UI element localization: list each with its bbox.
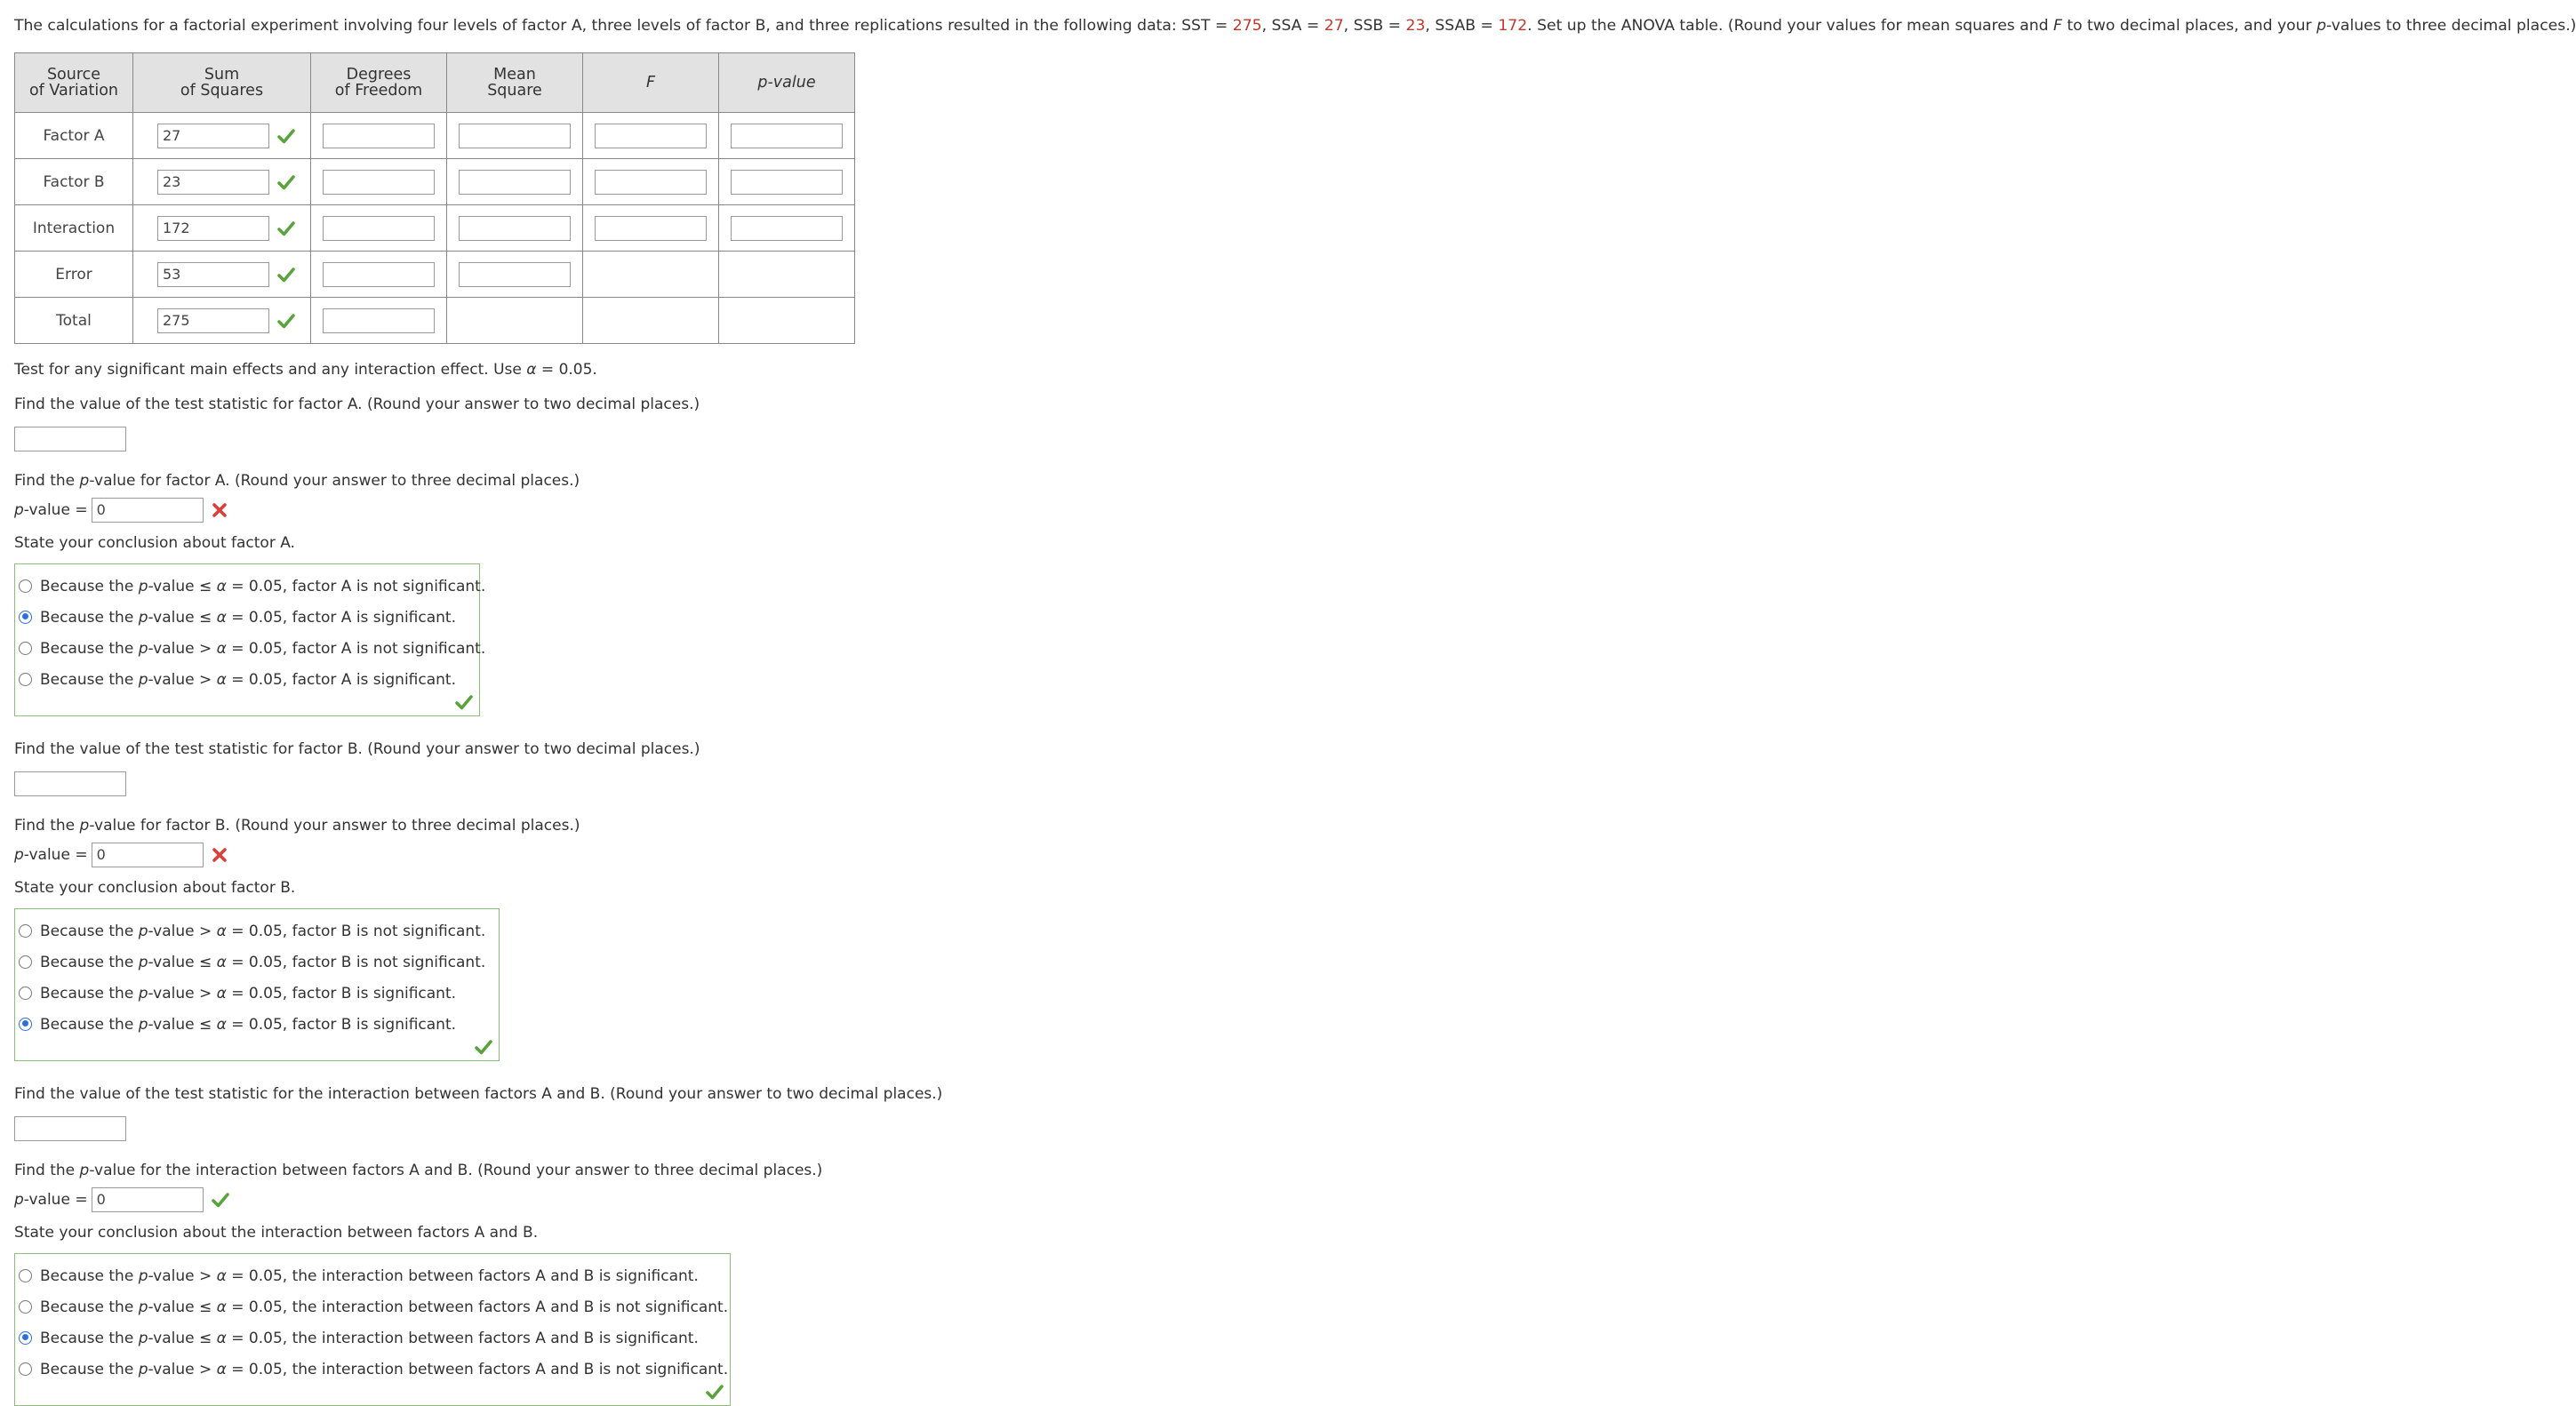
option-text: -value > — [148, 640, 217, 658]
option-text: α — [216, 1361, 227, 1378]
ss-input-factor-a[interactable]: 27 — [157, 124, 269, 148]
df-input-total[interactable] — [323, 308, 435, 333]
header-text: Square — [487, 82, 542, 100]
check-icon — [276, 265, 296, 284]
factor-b-options — [14, 908, 500, 1061]
radio-button[interactable] — [19, 1362, 32, 1376]
header-text: Degrees — [346, 66, 412, 84]
check-icon — [276, 311, 296, 331]
question-text: -value for the interaction between factors A and B. (Round your answer to three decimal places.) — [89, 1162, 823, 1179]
option-text: Because the — [40, 954, 139, 971]
factor-b-stat-question: Find the value of the test statistic for factor B. (Round your answer to two decimal places.) — [14, 740, 700, 758]
df-cell — [311, 113, 447, 159]
option-text: -value > — [148, 1361, 217, 1378]
factor-b-option-1[interactable] — [19, 916, 490, 947]
header-text: of Variation — [28, 82, 119, 100]
option-text: p — [138, 1267, 148, 1285]
radio-button[interactable] — [19, 1300, 32, 1314]
option-text: = 0.05, factor A is not significant. — [226, 578, 486, 595]
x-mark-icon — [211, 846, 228, 864]
option-text: Because the — [40, 1330, 139, 1347]
question-text: p — [79, 1162, 90, 1179]
interaction-stat-input[interactable] — [14, 1116, 126, 1141]
factor-a-p-input[interactable]: 0 — [92, 498, 204, 523]
header-sum-of-squares — [133, 53, 311, 113]
factor-a-option-2[interactable] — [19, 603, 470, 634]
alpha-symbol: α — [526, 361, 537, 379]
row-source-label: Interaction — [15, 205, 133, 252]
check-icon — [276, 126, 296, 146]
factor-b-conclusion-question: State your conclusion about factor B. — [14, 879, 296, 897]
instruction-text: Test for any significant main effects and any interaction effect. Use — [14, 361, 527, 379]
df-input-factor-a[interactable] — [323, 124, 435, 148]
ss-cell — [133, 205, 311, 252]
option-text: p — [138, 671, 148, 689]
header-mean-square — [447, 53, 583, 113]
header-text: p-value — [757, 74, 816, 92]
option-text: α — [216, 671, 227, 689]
p-label: -value = — [23, 846, 88, 864]
ms-input-error[interactable] — [459, 262, 571, 287]
p-input-factor-a[interactable] — [731, 124, 843, 148]
ms-cell — [447, 205, 583, 252]
option-text: Because the — [40, 1267, 139, 1285]
prompt-text: The calculations for a factorial experiment involving four levels of factor A, three levels of factor B, and three replications resulted in the following data: SST = — [14, 17, 1233, 35]
option-text: -value > — [148, 923, 217, 940]
radio-button-selected[interactable] — [19, 611, 32, 624]
f-cell-empty — [583, 252, 719, 298]
p-cell-empty — [719, 298, 855, 344]
option-text: -value > — [148, 1267, 217, 1285]
p-cell — [719, 113, 855, 159]
f-cell — [583, 113, 719, 159]
prompt-text: . Set up the ANOVA table. (Round your values for mean squares and — [1527, 17, 2053, 35]
ms-input-factor-b[interactable] — [459, 170, 571, 195]
option-text: = 0.05, factor A is significant. — [226, 609, 456, 627]
option-text: Because the — [40, 1298, 139, 1316]
f-cell-empty — [583, 298, 719, 344]
check-icon — [276, 172, 296, 192]
factor-b-option-4[interactable] — [19, 1010, 490, 1041]
option-text: = 0.05, the interaction between factors A and B is significant. — [226, 1330, 699, 1347]
option-text: -value ≤ — [148, 1298, 217, 1316]
p-input-interaction[interactable] — [731, 216, 843, 241]
question-text: Find the — [14, 472, 80, 490]
header-text: Mean — [493, 66, 536, 84]
option-text: α — [216, 1330, 227, 1347]
radio-button[interactable] — [19, 987, 32, 1000]
radio-button-selected[interactable] — [19, 1018, 32, 1031]
factor-a-p-question — [14, 471, 2468, 491]
interaction-p-question — [14, 1161, 2468, 1180]
prompt-text: , SSB = — [1343, 17, 1406, 35]
option-text: p — [138, 640, 148, 658]
factor-b-option-2[interactable] — [19, 947, 490, 979]
header-p-value — [719, 53, 855, 113]
header-text: of Freedom — [334, 82, 423, 100]
radio-button[interactable] — [19, 924, 32, 938]
option-text: α — [216, 923, 227, 940]
interaction-conclusion-question: State your conclusion about the interaction between factors A and B. — [14, 1224, 539, 1242]
question-text: p — [79, 472, 90, 490]
question-text: -value for factor A. (Round your answer to three decimal places.) — [89, 472, 580, 490]
factor-a-stat-question: Find the value of the test statistic for factor A. (Round your answer to two decimal places.) — [14, 395, 700, 413]
interaction-p-row — [14, 1187, 2468, 1212]
check-icon — [454, 692, 474, 712]
check-icon — [474, 1037, 493, 1057]
f-input-factor-b[interactable] — [595, 170, 707, 195]
question-text: Find the — [14, 817, 80, 835]
option-text: α — [216, 1267, 227, 1285]
row-source-label: Error — [15, 252, 133, 298]
f-cell — [583, 205, 719, 252]
prompt-text: to two decimal places, and your — [2061, 17, 2317, 35]
factor-a-option-3[interactable] — [19, 634, 486, 665]
anova-row-interaction — [15, 205, 855, 252]
factor-b-p-input[interactable]: 0 — [92, 843, 204, 867]
option-text: p — [138, 1016, 148, 1034]
df-cell — [311, 298, 447, 344]
option-text: Because the — [40, 671, 139, 689]
anova-row-factor-b — [15, 159, 855, 205]
option-text: p — [138, 578, 148, 595]
option-text: = 0.05, the interaction between factors A and B is significant. — [226, 1267, 699, 1285]
option-text: Because the — [40, 985, 139, 1003]
option-text: = 0.05, factor B is not significant. — [226, 954, 486, 971]
factor-b-p-row — [14, 843, 2468, 867]
factor-b-p-question — [14, 816, 2468, 835]
question-text: Find the — [14, 1162, 80, 1179]
anova-row-error — [15, 252, 855, 298]
factor-a-options — [14, 563, 486, 716]
option-text: = 0.05, factor A is significant. — [226, 671, 456, 689]
ssb-value: 23 — [1405, 17, 1426, 35]
interaction-option-2[interactable] — [19, 1292, 729, 1323]
factor-a-option-4[interactable] — [19, 665, 470, 696]
ms-cell — [447, 159, 583, 205]
row-source-label: Factor A — [15, 113, 133, 159]
ss-cell — [133, 159, 311, 205]
option-text: = 0.05, factor A is not significant. — [226, 640, 486, 658]
option-text: = 0.05, the interaction between factors A and B is not significant. — [226, 1298, 729, 1316]
check-icon — [705, 1382, 724, 1402]
p-label: -value = — [23, 501, 88, 519]
factor-a-conclusion-question: State your conclusion about factor A. — [14, 534, 295, 552]
option-text: -value > — [148, 985, 217, 1003]
option-text: p — [138, 985, 148, 1003]
interaction-stat-question: Find the value of the test statistic for the interaction between factors A and B. (Round your answer to two decimal places.) — [14, 1085, 943, 1103]
problem-statement — [14, 16, 2576, 36]
header-text: F — [645, 74, 656, 92]
df-cell — [311, 205, 447, 252]
p-label: p — [14, 1191, 24, 1209]
question-text: p — [79, 817, 90, 835]
ms-input-interaction[interactable] — [459, 216, 571, 241]
radio-button[interactable] — [19, 1269, 32, 1282]
option-text: α — [216, 1016, 227, 1034]
header-degrees-of-freedom — [311, 53, 447, 113]
option-text: -value ≤ — [148, 954, 217, 971]
p-cell — [719, 205, 855, 252]
interaction-option-1[interactable] — [19, 1261, 721, 1292]
option-text: α — [216, 578, 227, 595]
ss-input-error[interactable]: 53 — [157, 262, 269, 287]
option-text: -value ≤ — [148, 1330, 217, 1347]
p-label: -value = — [23, 1191, 88, 1209]
header-text: of Squares — [180, 82, 264, 100]
prompt-text: , SSAB = — [1425, 17, 1499, 35]
p-label: p — [14, 846, 24, 864]
option-text: α — [216, 640, 227, 658]
check-icon — [276, 219, 296, 238]
prompt-text: p — [2316, 17, 2327, 35]
row-source-label: Factor B — [15, 159, 133, 205]
ssab-value: 172 — [1498, 17, 1528, 35]
option-text: p — [138, 609, 148, 627]
radio-button[interactable] — [19, 673, 32, 686]
option-text: p — [138, 954, 148, 971]
sst-value: 275 — [1232, 17, 1262, 35]
p-label: p — [14, 501, 24, 519]
df-cell — [311, 159, 447, 205]
option-text: Because the — [40, 1361, 139, 1378]
anova-table — [14, 52, 855, 344]
p-cell-empty — [719, 252, 855, 298]
option-text: Because the — [40, 923, 139, 940]
factor-a-option-1[interactable] — [19, 571, 486, 603]
df-input-interaction[interactable] — [323, 216, 435, 241]
prompt-text: F — [2052, 17, 2062, 35]
question-text: -value for factor B. (Round your answer to three decimal places.) — [89, 817, 580, 835]
df-cell — [311, 252, 447, 298]
option-text: = 0.05, factor B is not significant. — [226, 923, 486, 940]
p-input-factor-b[interactable] — [731, 170, 843, 195]
row-source-label: Total — [15, 298, 133, 344]
df-input-factor-b[interactable] — [323, 170, 435, 195]
anova-row-total — [15, 298, 855, 344]
option-text: α — [216, 985, 227, 1003]
f-input-interaction[interactable] — [595, 216, 707, 241]
header-f — [583, 53, 719, 113]
option-text: p — [138, 1298, 148, 1316]
p-cell — [719, 159, 855, 205]
option-text: Because the — [40, 640, 139, 658]
ms-cell — [447, 113, 583, 159]
header-text: Sum — [204, 66, 240, 84]
option-text: α — [216, 1298, 227, 1316]
header-source — [15, 53, 133, 113]
option-text: = 0.05, factor B is significant. — [226, 985, 457, 1003]
option-text: -value ≤ — [148, 1016, 217, 1034]
factor-b-option-3[interactable] — [19, 979, 490, 1010]
radio-button[interactable] — [19, 955, 32, 969]
radio-button[interactable] — [19, 579, 32, 593]
option-text: Because the — [40, 1016, 139, 1034]
option-text: -value > — [148, 671, 217, 689]
question-panel — [14, 0, 2576, 1406]
ms-cell-empty — [447, 298, 583, 344]
df-input-error[interactable] — [323, 262, 435, 287]
ms-input-factor-a[interactable] — [459, 124, 571, 148]
option-text: p — [138, 1361, 148, 1378]
ms-cell — [447, 252, 583, 298]
option-text: α — [216, 609, 227, 627]
anova-row-factor-a — [15, 113, 855, 159]
interaction-p-input[interactable]: 0 — [92, 1187, 204, 1212]
interaction-option-4[interactable] — [19, 1354, 729, 1386]
factor-b-stat-input[interactable] — [14, 771, 126, 796]
ss-cell — [133, 113, 311, 159]
interaction-option-3[interactable] — [19, 1323, 721, 1354]
radio-button-selected[interactable] — [19, 1331, 32, 1345]
test-instruction — [14, 360, 2468, 379]
ss-cell — [133, 298, 311, 344]
ss-input-interaction[interactable]: 172 — [157, 216, 269, 241]
option-text: = 0.05, the interaction between factors A and B is not significant. — [226, 1361, 729, 1378]
interaction-options — [14, 1253, 731, 1406]
option-text: Because the — [40, 609, 139, 627]
factor-a-stat-input[interactable] — [14, 427, 126, 451]
option-text: -value ≤ — [148, 578, 217, 595]
ss-input-total[interactable]: 275 — [157, 308, 269, 333]
option-text: p — [138, 1330, 148, 1347]
check-icon — [211, 1190, 230, 1210]
radio-button[interactable] — [19, 642, 32, 655]
f-input-factor-a[interactable] — [595, 124, 707, 148]
option-text: = 0.05, factor B is significant. — [226, 1016, 457, 1034]
x-mark-icon — [211, 501, 228, 519]
ss-input-factor-b[interactable]: 23 — [157, 170, 269, 195]
factor-a-p-row — [14, 498, 2468, 523]
prompt-text: , SSA = — [1261, 17, 1324, 35]
f-cell — [583, 159, 719, 205]
option-text: Because the — [40, 578, 139, 595]
option-text: α — [216, 954, 227, 971]
ss-cell — [133, 252, 311, 298]
instruction-text: = 0.05. — [536, 361, 597, 379]
ssa-value: 27 — [1324, 17, 1344, 35]
header-text: Source — [46, 66, 101, 84]
option-text: p — [138, 923, 148, 940]
prompt-text: -values to three decimal places.) — [2326, 17, 2576, 35]
option-text: -value ≤ — [148, 609, 217, 627]
anova-header-row — [15, 53, 855, 113]
